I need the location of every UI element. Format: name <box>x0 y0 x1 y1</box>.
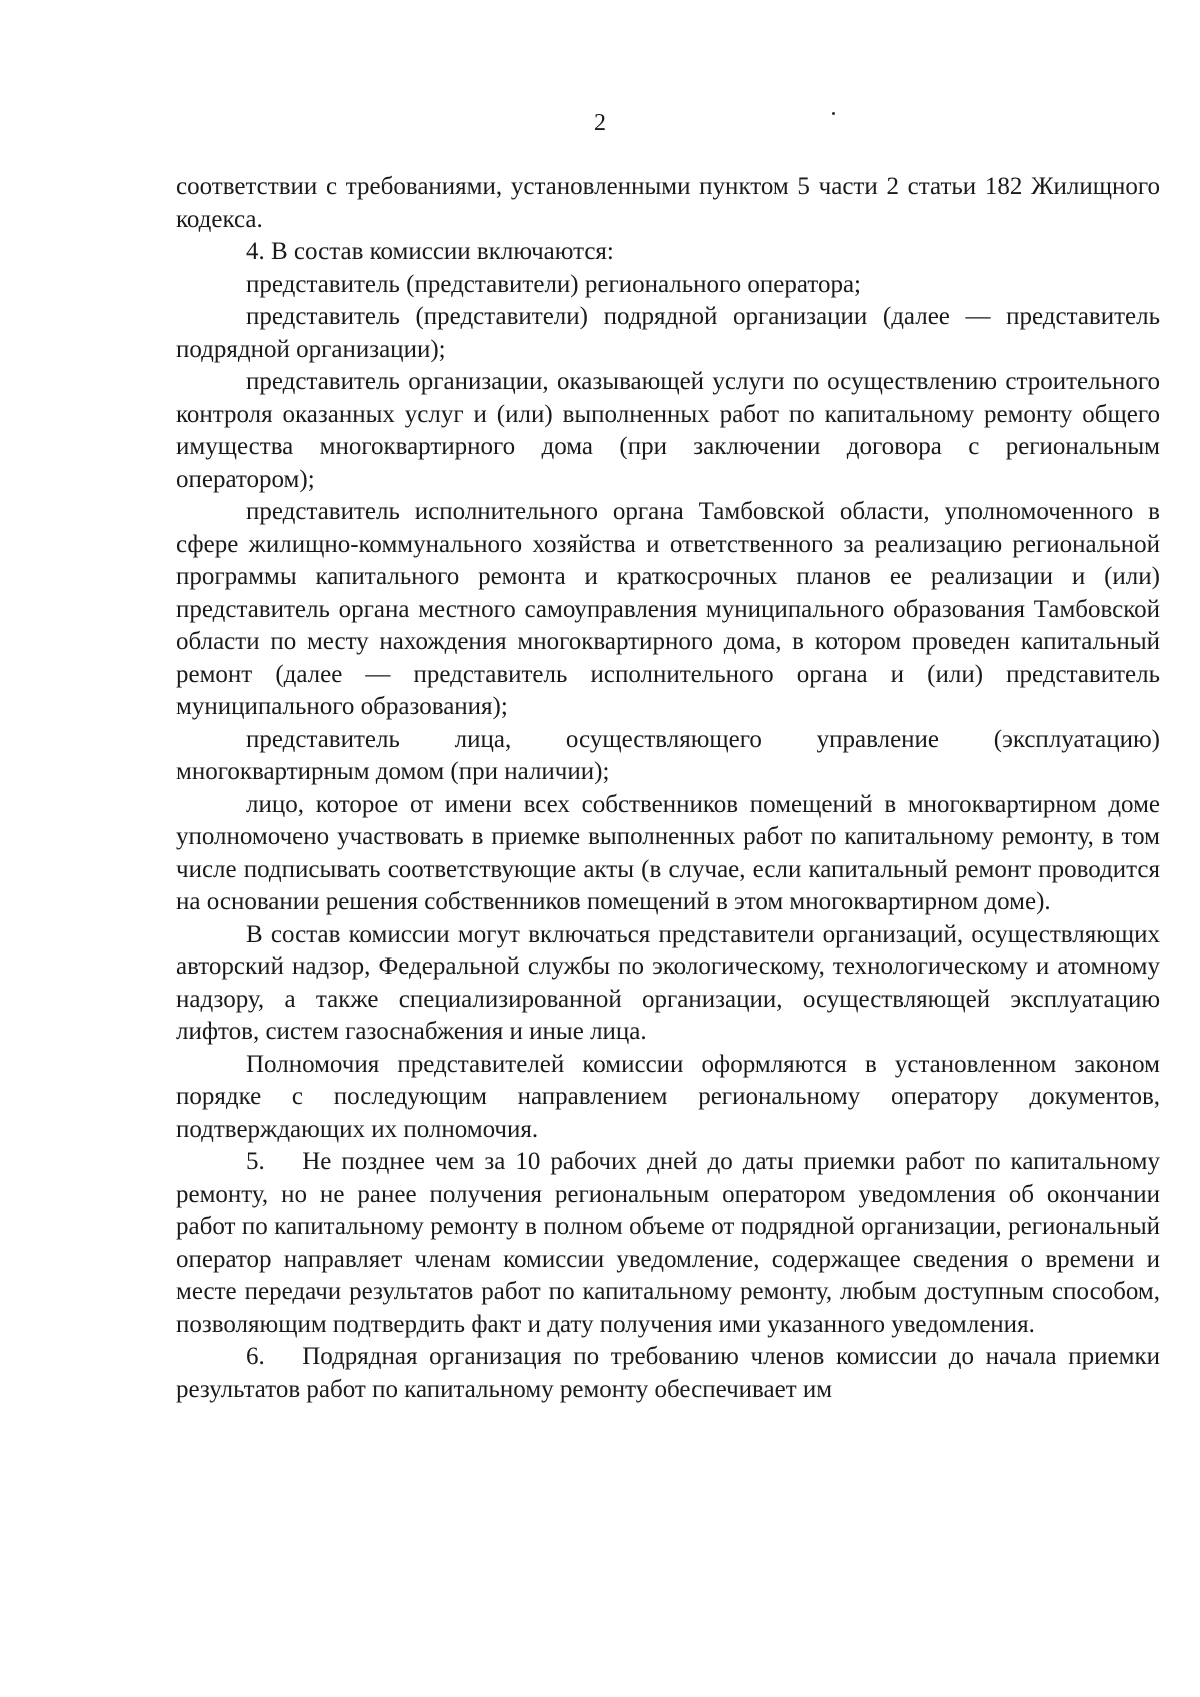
paragraph-item-4: 4. В состав комиссии включаются: <box>246 238 614 265</box>
paragraph-executive-body-rep: представитель исполнительного органа Тамбовской области, уполномоченного в сфере жилищно-коммунального хозяйства и ответственного за реализацию региональной программы капитального ремонта и краткосрочных планов ее реализации и (или) представитель органа местного самоуправления муниципального образования Тамбовской области по месту нахождения многоквартирного дома, в котором проведен капитальный ремонт (далее — представитель исполнительного органа и (или) представитель муниципального образования); <box>176 498 1160 720</box>
paragraph-optional-members: В состав комиссии могут включаться представители организаций, осуществляющих авторский надзор, Федеральной службы по экологическому, технологическому и атомному надзору, а также специализированной организации, осуществляющей эксплуатацию лифтов, систем газоснабжения и иные лица. <box>176 920 1160 1045</box>
paragraph-regional-operator-rep: представитель (представители) регионального оператора; <box>246 270 861 298</box>
paragraph-contractor-rep: представитель (представители) подрядной организации (далее — представитель подрядной организации); <box>176 303 1160 363</box>
paragraph-powers: Полномочия представителей комиссии оформляются в установленном законом порядке с последующим направлением региональному оператору документов, подтверждающих их полномочия. <box>176 1050 1160 1143</box>
paragraph-item-6: 6. Подрядная организация по требованию членов комиссии до начала приемки результатов работ по капитальному ремонту обеспечивает им <box>176 1343 1160 1403</box>
page-number: 2 <box>594 110 606 136</box>
paragraph-continuation: соответствии с требованиями, установленными пунктом 5 части 2 статьи 182 Жилищного кодекса. <box>176 173 1160 233</box>
scan-speck <box>832 112 835 115</box>
document-body <box>176 171 1160 1406</box>
paragraph-owners-rep: лицо, которое от имени всех собственников помещений в многоквартирном доме уполномочено участвовать в приемке выполненных работ по капитальному ремонту, в том числе подписывать соответствующие акты (в случае, если капитальный ремонт проводится на основании решения собственников помещений в этом многоквартирном доме). <box>176 790 1160 915</box>
paragraph-item-5: 5. Не позднее чем за 10 рабочих дней до даты приемки работ по капитальному ремонту, но не ранее получения региональным оператором уведомления об окончании работ по капитальному ремонту в полном объеме от подрядной организации, региональный оператор направляет членам комиссии уведомление, содержащее сведения о времени и месте передачи результатов работ по капитальному ремонту, любым доступным способом, позволяющим подтвердить факт и дату получения ими указанного уведомления. <box>176 1148 1160 1338</box>
paragraph-management-rep: представитель лица, осуществляющего управление (эксплуатацию) многоквартирным домом (при наличии); <box>176 725 1160 785</box>
paragraph-construction-control-rep: представитель организации, оказывающей услуги по осуществлению строительного контроля оказанных услуг и (или) выполненных работ по капитальному ремонту общего имущества многоквартирного дома (при заключении договора с региональным оператором); <box>176 368 1160 493</box>
